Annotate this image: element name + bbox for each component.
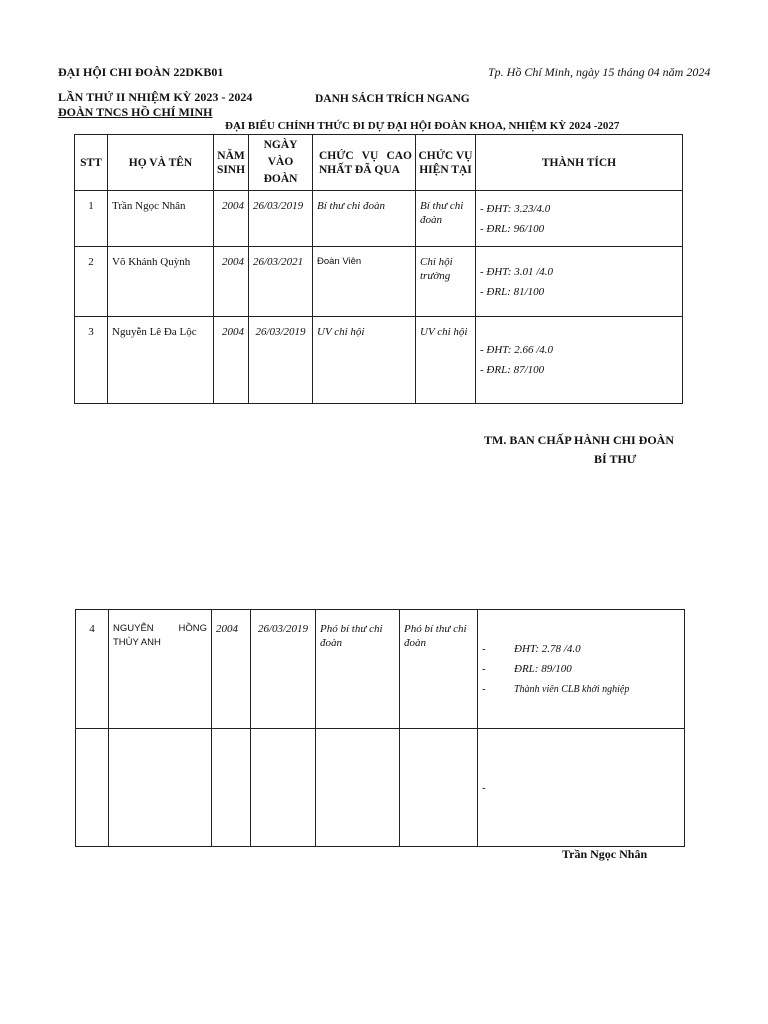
- row-club-text: Thành viên CLB khởi nghiệp: [514, 683, 630, 695]
- signature-role: BÍ THƯ: [594, 452, 637, 466]
- row-conduct-text: ĐRL: 89/100: [514, 662, 572, 675]
- list-dash: -: [482, 642, 486, 655]
- row-conduct: [478, 659, 684, 679]
- row-current-role: Bí thư chi đoàn: [420, 200, 464, 226]
- signer-name: Trần Ngọc Nhân: [562, 847, 648, 861]
- union-name: ĐOÀN TNCS HỒ CHÍ MINH: [58, 105, 213, 119]
- row-club: [478, 679, 684, 700]
- row-highest-role: Phó bí thư chi đoàn: [320, 623, 383, 649]
- col-header-stt: STT: [75, 135, 108, 191]
- row-name: Trần Ngọc Nhân: [112, 200, 186, 212]
- row-name: Nguyễn Lê Đa Lộc: [112, 326, 197, 338]
- col-header-highest-role: [313, 135, 416, 191]
- col-header-join-line3: ĐOÀN: [263, 173, 298, 185]
- row-highest-role: Bí thư chi đoàn: [317, 200, 386, 212]
- list-title: DANH SÁCH TRÍCH NGANG: [315, 93, 470, 105]
- row-gpa: - ĐHT: 2.66 /4.0: [480, 344, 554, 356]
- table-row: [75, 247, 683, 317]
- row-current-role: UV chi hội: [420, 326, 468, 338]
- col-header-join-line2: VÀO: [267, 156, 294, 168]
- table-row: [75, 317, 683, 404]
- row-highest-role: UV chi hội: [317, 326, 365, 338]
- row-conduct: - ĐRL: 96/100: [480, 222, 545, 235]
- col-header-join-line1: NGÀY: [263, 139, 298, 151]
- row-join-date: 26/03/2021: [253, 256, 304, 268]
- row-stt: 2: [88, 256, 94, 268]
- document-subtitle: ĐẠI BIỂU CHÍNH THỨC ĐI DỰ ĐẠI HỘI ĐOÀN KHOA, NHIỆM KỲ 2024 -2027: [225, 120, 620, 132]
- table-row: [75, 191, 683, 247]
- row-gpa-text: ĐHT: 2.78 /4.0: [514, 642, 581, 655]
- row-stt: 3: [88, 326, 94, 338]
- table-row: [76, 610, 685, 729]
- row-name: NGUYỄN HỒNG THÙY ANH: [113, 623, 207, 648]
- row-conduct: - ĐRL: 87/100: [480, 364, 545, 376]
- row-join-date: 26/03/2019: [255, 326, 306, 338]
- col-header-birth-year: [214, 135, 249, 191]
- row-gpa: - ĐHT: 3.01 /4.0: [480, 265, 554, 278]
- table-row: [76, 729, 685, 847]
- row-birth-year: 2004: [222, 326, 244, 338]
- row-empty-dash: -: [482, 781, 486, 794]
- col-header-current-line1: CHỨC VỤ: [418, 149, 473, 162]
- list-dash: -: [482, 662, 486, 675]
- row-current-role: Chi hội trường: [420, 256, 453, 282]
- row-birth-year: 2004: [216, 623, 238, 635]
- col-header-current-line2: HIỆN TẠI: [419, 163, 472, 176]
- col-header-birth-line2: SINH: [216, 163, 246, 176]
- delegates-table-continued: [75, 609, 685, 847]
- col-header-highest-line2: NHẤT ĐÃ QUA: [319, 163, 400, 176]
- col-header-achievement: THÀNH TÍCH: [476, 135, 683, 191]
- col-header-join-date: [249, 135, 313, 191]
- row-conduct: - ĐRL: 81/100: [480, 285, 545, 298]
- signature-org: TM. BAN CHẤP HÀNH CHI ĐOÀN: [484, 433, 675, 447]
- col-header-name: HỌ VÀ TÊN: [108, 135, 214, 191]
- delegates-table: [74, 134, 683, 404]
- congress-title: ĐẠI HỘI CHI ĐOÀN 22DKB01: [58, 65, 224, 79]
- row-current-role: Phó bí thư chi đoàn: [404, 623, 467, 649]
- row-name: Võ Khánh Quỳnh: [112, 256, 191, 268]
- row-birth-year: 2004: [222, 256, 244, 268]
- row-gpa: - ĐHT: 3.23/4.0: [480, 202, 551, 215]
- term-line: LẦN THỨ II NHIỆM KỲ 2023 - 2024: [58, 90, 253, 104]
- col-header-birth-line1: NĂM: [217, 149, 245, 162]
- row-highest-role: Đoàn Viên: [317, 256, 362, 267]
- col-header-highest-line1: CHỨC VỤ CAO: [319, 149, 412, 162]
- row-join-date: 26/03/2019: [253, 200, 304, 212]
- list-dash: -: [482, 682, 486, 695]
- row-birth-year: 2004: [222, 200, 244, 212]
- date-line: Tp. Hồ Chí Minh, ngày 15 tháng 04 năm 2024: [488, 65, 711, 79]
- row-gpa: [478, 639, 684, 659]
- row-stt: 1: [88, 200, 94, 212]
- row-stt: 4: [89, 623, 95, 635]
- col-header-current-role: [416, 135, 476, 191]
- table-header-row: [75, 135, 683, 191]
- row-join-date: 26/03/2019: [257, 623, 309, 635]
